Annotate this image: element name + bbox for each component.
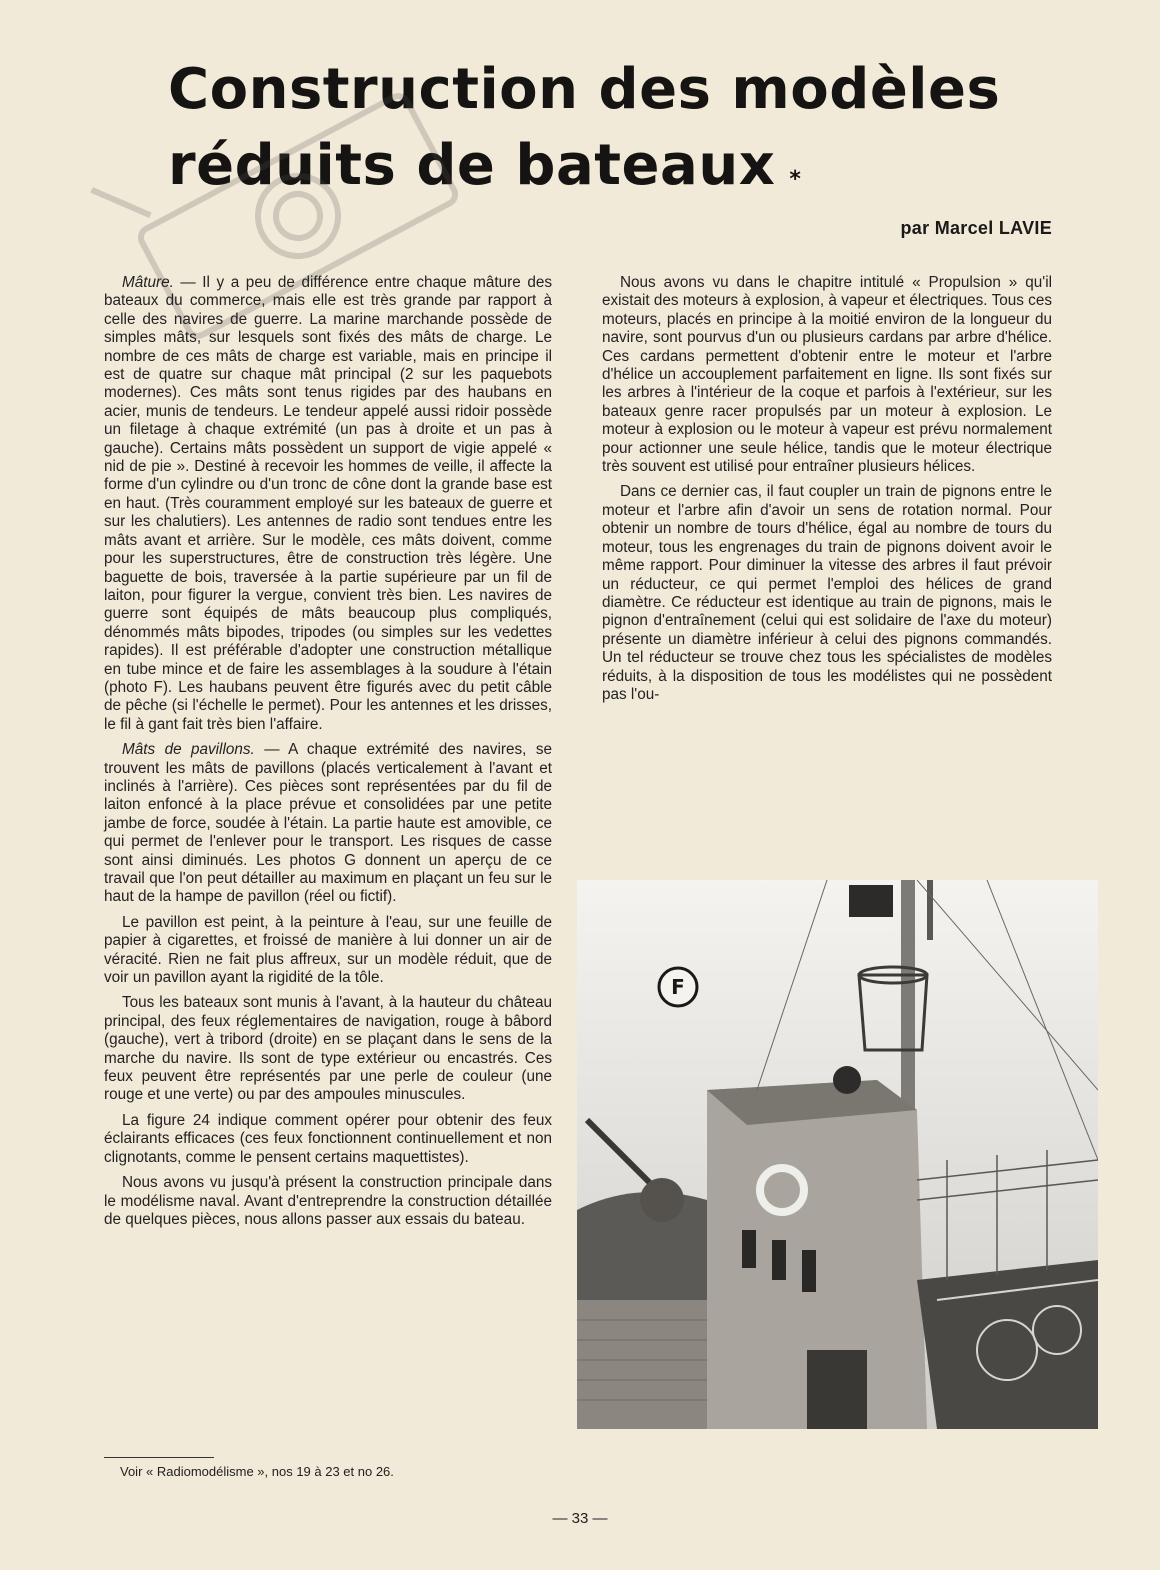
paragraph-propulsion: Nous avons vu dans le chapitre intitulé « Propulsion » qu'il existait des moteurs à explosion, à vapeur et électriques. Tous ces moteurs, placés en principe à la moitié environ de la longueur du navire, sont pourvus d'un ou plusieurs cardans par arbre d'hélice. Ces cardans permettent d'obtenir entre le moteur et l'arbre d'hélice un accouplement parfaitement en ligne. Ils sont fixés sur les arbres à l'intérieur de la coque et parfois à l'extérieur, sur les bateaux genre racer propulsés par un moteur à explosion. Le moteur à explosion ou le moteur à vapeur est prévu normalement pour actionner une seule hélice, tandis que le moteur électrique très souvent est utilisé pour entraîner plusieurs hélices. — [602, 274, 1052, 476]
paragraph-mature — [104, 274, 552, 734]
paragraph-pignons: Dans ce dernier cas, il faut coupler un train de pignons entre le moteur et l'arbre afin d'avoir un sens de rotation normal. Pour obtenir un nombre de tours d'hélice, égal au nombre de tours du moteur, tous les engrenages du train de pignons doivent avoir le même rapport. Pour diminuer la vitesse des arbres il faut prévoir un réducteur, ce qui permet l'emploi des hélices de grand diamètre. Ce réducteur est identique au train de pignons, mais le pignon d'entraînement (celui qui est solidaire de l'axe du moteur) présente un diamètre inférieur à celui des pignons commandés. Un tel réducteur se trouve chez tous les spécialistes de modèles réduits, à la disposition de tous les modélistes qui ne possèdent pas l'ou- — [602, 483, 1052, 703]
section-lead-mature: Mâture. — [122, 274, 174, 291]
right-column — [602, 274, 1052, 711]
paragraph-mature-body: — Il y a peu de différence entre chaque mâture des bateaux du commerce, mais elle est très grande par rapport à celle des navires de guerre. La marine marchande possède de simples mâts, sur lesquels sont fixés des mâts de charge. Le nombre de ces mâts de charge est variable, mais en principe il est de quatre sur chaque mât principal (2 sur les paquebots modernes). Ces mâts sont tenus rigides par des haubans en acier, munis de tendeurs. Le tendeur appelé aussi ridoir possède un filetage à chaque extrémité (un pas à droite et un pas à gauche). Certains mâts possèdent un support de vigie appelé « nid de pie ». Destiné à recevoir les hommes de veille, il affecte la forme d'un cylindre ou d'un tronc de cône dont la grande base est en haut. (Très couramment employé sur les bateaux de guerre et sur les chalutiers). Les antennes de radio sont tendues entre les mâts avant et arrière. Sur le modèle, ces mâts doivent, comme pour les superstructures, être de construction très légère. Une baguette de bois, traversée à la partie supérieure par un fil de laiton, pour figurer la vergue, convient très bien. Les navires de guerre sont équipés de mâts beaucoup plus compliqués, dénommés mâts bipodes, tripodes (ou simples sur les vedettes rapides). Il est préférable d'adopter une construction métallique en tube mince et de faire les assemblages à la soudure à l'étain (photo F). Les haubans peuvent être figurés avec du petit câble de pêche (si l'échelle le permet). Pour les antennes et les drisses, le fil à gant fait très bien l'affaire. — [104, 274, 552, 733]
footnote-divider — [104, 1457, 214, 1458]
paragraph-figure-24: La figure 24 indique comment opérer pour obtenir des feux éclairants efficaces (ces feux fonctionnent continuellement et non clignotants, comme le pensent certains maquettistes). — [104, 1111, 552, 1166]
title-line-2-text: réduits de bateaux — [168, 133, 776, 198]
article-title — [168, 52, 1068, 204]
title-asterisk: * — [789, 167, 802, 192]
paragraph-mats-pavillons-body: — A chaque extrémité des navires, se trouvent les mâts de pavillons (placés verticalement à l'avant et inclinés à l'arrière). Ces pièces sont représentées par du fil de laiton enfoncé à la place prévue et consolidées par une petite jambe de force, soudée à l'étain. La partie haute est amovible, ce qui permet de l'enlever pour le transport. Les risques de casse sont ainsi diminués. Les photos G donnent un aperçu de ce travail que l'on peut détailler au maximum en plaçant un feu sur le haut de la hampe de pavillon (réel ou fictif). — [104, 741, 552, 906]
photo-f — [577, 880, 1098, 1429]
photo-label: F — [671, 975, 685, 999]
paragraph-essais: Nous avons vu jusqu'à présent la construction principale dans le modélisme naval. Avant d'entreprendre la construction détaillée de quelques pièces, nous allons passer aux essais du bateau. — [104, 1174, 552, 1228]
paragraph-mats-pavillons — [104, 741, 552, 907]
paragraph-pavillon: Le pavillon est peint, à la peinture à l'eau, sur une feuille de papier à cigarettes, et froissé de manière à lui donner un air de véracité. Rien ne fait plus affreux, sur un modèle réduit, que de voir un pavillon ayant la rigidité de la tôle. — [104, 913, 552, 987]
title-line-2 — [168, 128, 1068, 204]
section-lead-mats-pavillons: Mâts de pavillons. — [122, 741, 255, 759]
page-number: — 33 — — [552, 1510, 608, 1527]
photo-f-illustration — [577, 880, 1098, 1429]
paragraph-feux: Tous les bateaux sont munis à l'avant, à la hauteur du château principal, des feux réglementaires de navigation, rouge à bâbord (gauche), vert à tribord (droite) en se plaçant dans le sens de la marche du navire. Ils sont de type extérieur ou encastrés. Ces feux peuvent être représentés par une perle de couleur (une rouge et une verte) ou par des ampoules minuscules. — [104, 994, 552, 1104]
title-line-1: Construction des modèles — [168, 57, 1001, 122]
author-byline: par Marcel LAVIE — [900, 218, 1052, 238]
left-column — [104, 274, 552, 1236]
footnote: Voir « Radiomodélisme », nos 19 à 23 et no 26. — [120, 1464, 394, 1479]
